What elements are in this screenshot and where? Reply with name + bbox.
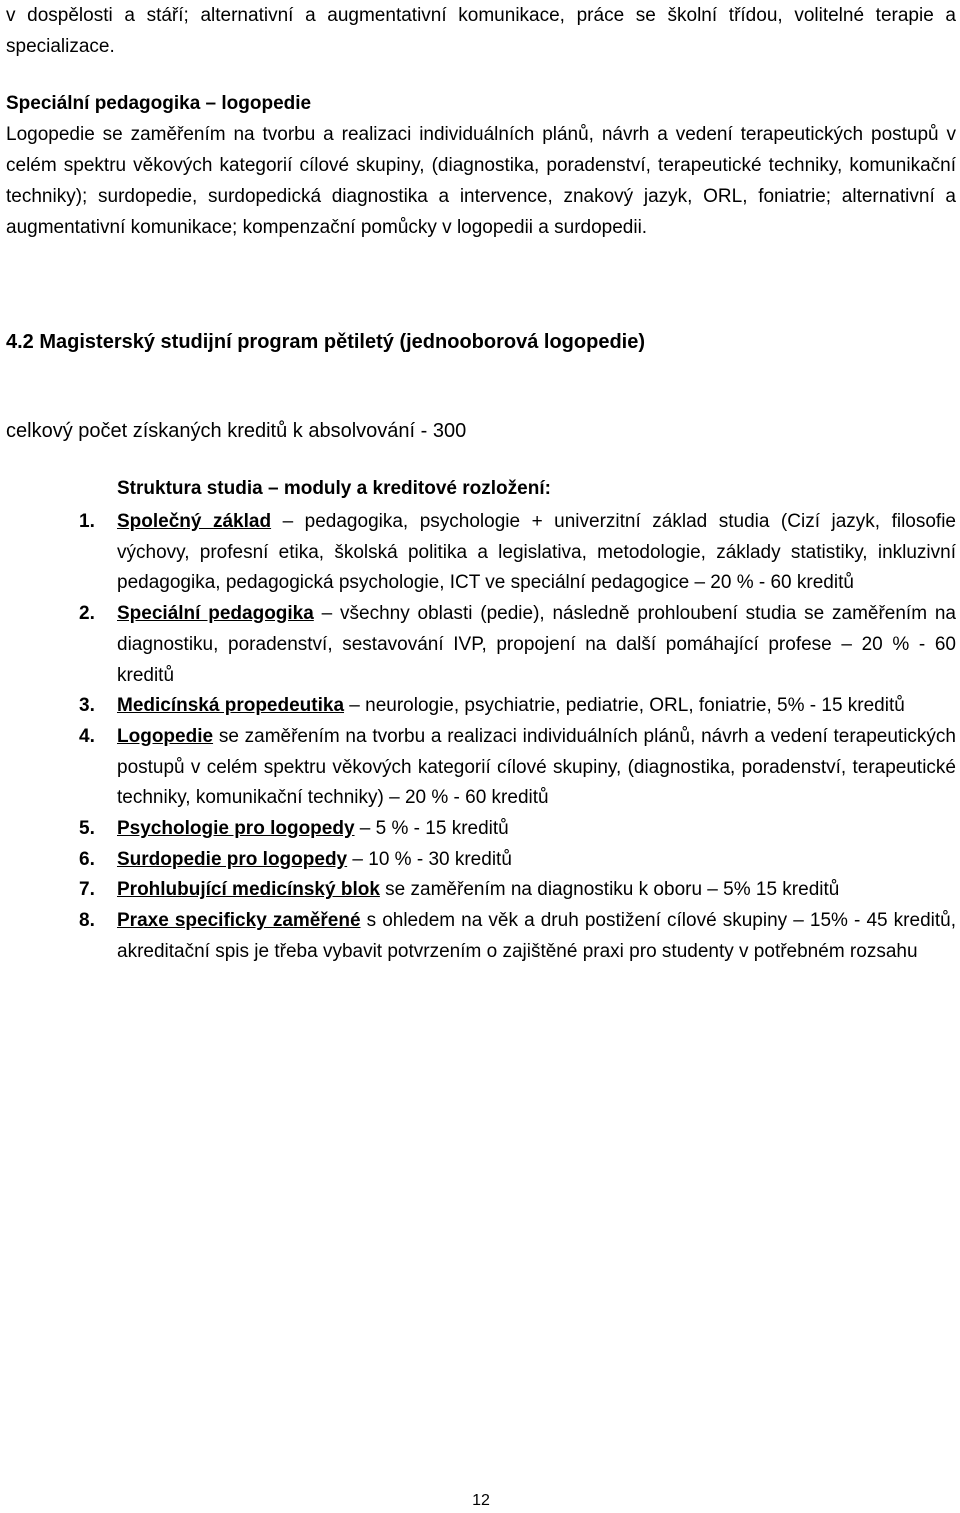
module-title: Surdopedie pro logopedy [117,848,348,870]
module-item-6 [6,845,956,876]
module-item-8 [6,906,956,967]
document-page [6,0,956,1513]
module-number: 5. [79,818,95,840]
module-title: Medicínská propedeutika [117,695,345,717]
structure-heading: Struktura studia – moduly a kreditové rozložení: [117,478,551,499]
section-heading: 4.2 Magisterský studijní program pětiletý (jednooborová logopedie) [6,331,645,353]
specialization-paragraph: Logopedie se zaměřením na tvorbu a realizaci individuálních plánů, návrh a vedení terapeutických postupů v celém spektru věkových kategorií cílové skupiny, (diagnostika, poradenství, terapeutické techniky, komunikační techniky); surdopedie, surdopedická diagnostika a intervence, znakový jazyk, ORL, foniatrie; alternativní a augmentativní komunikace; kompenzační pomůcky v logopedii a surdopedii. [6,124,956,238]
module-title: Psychologie pro logopedy [117,818,355,840]
module-description: se zaměřením na diagnostiku k oboru – 5% 15 kreditů [379,879,840,901]
module-description: se zaměřením na tvorbu a realizaci individuálních plánů, návrh a vedení terapeutických postupů v celém spektru věkových kategorií cílové skupiny, (diagnostika, poradenství, terapeutické techniky, komunikační techniky) – 20 % - 60 kreditů [117,725,956,809]
module-description: – neurologie, psychiatrie, pediatrie, ORL, foniatrie, 5% - 15 kreditů [344,695,905,717]
module-description: – 10 % - 30 kreditů [347,848,512,870]
module-number: 6. [79,848,95,870]
module-number: 4. [79,725,95,747]
module-number: 1. [79,511,95,532]
module-number: 3. [79,695,95,717]
module-description: – pedagogika, psychologie + univerzitní základ studia (Cizí jazyk, filosofie výchovy, profesní etika, školská politika a legislativa, metodologie, základy statistiky, inkluzivní pedagogika, pedagogická psychologie, ICT ve speciální pedagogice – 20 % - 60 kreditů [117,511,956,594]
module-item-7 [6,875,956,906]
module-number: 2. [79,603,95,625]
module-title: Logopedie [117,725,214,747]
module-description: s ohledem na věk a druh postižení cílové skupiny – 15% - 45 kreditů, akreditační spis je třeba vybavit potvrzením o zajištěné praxi pro studenty v potřebném rozsahu [117,910,956,962]
module-title: Společný základ [117,511,272,532]
module-number: 8. [79,910,95,932]
module-title: Prohlubující medicínský blok [117,879,380,901]
module-item-5 [6,814,956,845]
module-item-2 [6,599,956,691]
module-item-3 [6,691,956,722]
module-title: Speciální pedagogika [117,603,314,625]
module-description: – 5 % - 15 kreditů [354,818,509,840]
module-item-1 [6,507,956,599]
specialization-heading: Speciální pedagogika – logopedie [6,93,312,114]
intro-paragraph: v dospělosti a stáří; alternativní a augmentativní komunikace, práce se školní třídou, volitelné terapie a specializace. [6,5,956,57]
module-list [6,507,956,968]
module-item-4 [6,722,956,814]
page-number: 12 [472,1492,490,1509]
module-number: 7. [79,879,95,901]
specialization-block [6,88,956,243]
module-title: Praxe specificky zaměřené [117,910,361,932]
module-description: – všechny oblasti (pedie), následně prohloubení studia se zaměřením na diagnostiku, poradenství, sestavování IVP, propojení na další pomáhající profese – 20 % - 60 kreditů [117,603,956,686]
credits-total-text: celkový počet získaných kreditů k absolvování - 300 [6,420,467,442]
